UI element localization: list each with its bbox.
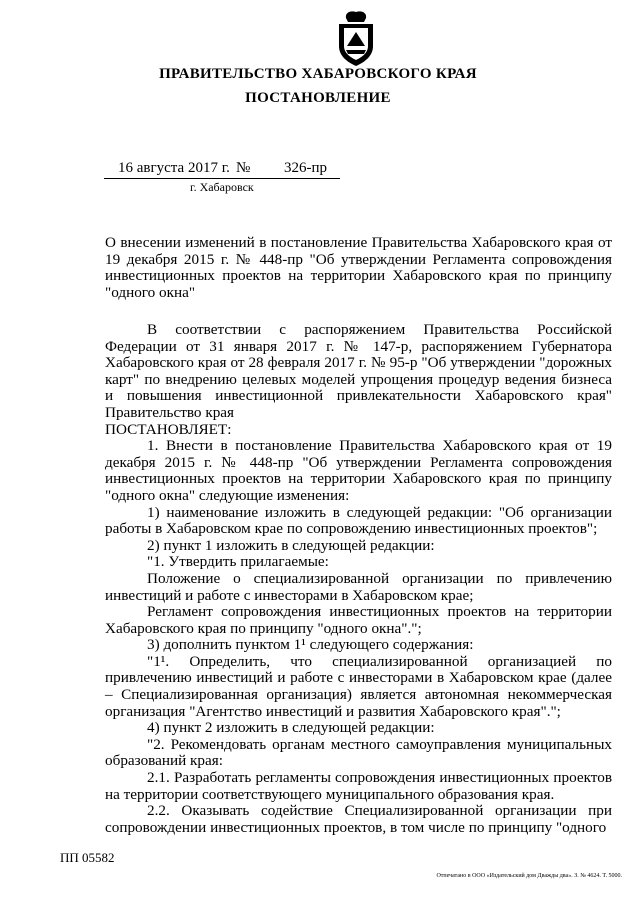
paragraph: 2) пункт 1 изложить в следующей редакции: <box>147 536 435 554</box>
paragraph: Регламент сопровождения инвестиционных проектов на территории Хабаровского края по принципу "одного окна"."; <box>105 603 612 637</box>
government-title: ПРАВИТЕЛЬСТВО ХАБАРОВСКОГО КРАЯ <box>159 66 477 82</box>
document-type: ПОСТАНОВЛЕНИЕ <box>245 90 391 106</box>
date-underline <box>104 178 340 179</box>
paragraph: "2. Рекомендовать органам местного самоуправления муниципальных образований края: <box>105 735 612 770</box>
paragraph: Положение о специализированной организации по привлечению инвестиций и работе с инвесторами в Хабаровском крае; <box>105 569 612 604</box>
paragraph: 1. Внести в постановление Правительства Хабаровского края от 19 декабря 2015 г. № 448-пр "Об утверждении Регламента сопровождения инвестиционных проектов на территории Хабаровского края по принципу "одного окна" следующие изменения: <box>105 437 612 504</box>
paragraph: 2.2. Оказывать содействие Специализированной организации при сопровождении инвестиционных проектов, в том числе по принципу "одного <box>105 802 612 836</box>
city: г. Хабаровск <box>190 180 254 194</box>
document-date: 16 августа 2017 г. <box>118 160 230 176</box>
document-code: ПП 05582 <box>60 850 115 865</box>
paragraph: В соответствии с распоряжением Правительства Российской Федерации от 31 января 2017 г. № 147-р, распоряжением Губернатора Хабаровского края от 28 февраля 2017 г. № 95-р "Об утверждении "дорожных карт" по внедрению целевых моделей упрощения процедур ведения бизнеса и повышения инвестиционной привлекательности Хабаровского края" Правительство края <box>105 321 612 421</box>
document-body <box>105 322 612 836</box>
document-number: 326-пр <box>284 160 328 176</box>
paragraph: 4) пункт 2 изложить в следующей редакции: <box>147 719 435 737</box>
paragraph: "1. Утвердить прилагаемые: <box>147 553 329 571</box>
paragraph: 3) дополнить пунктом 1¹ следующего содержания: <box>147 636 474 654</box>
printer-note: Отпечатано в ООО «Издательский дом Дважды два». З. № 4624. Т. 5000. <box>436 873 622 879</box>
paragraph: 2.1. Разработать регламенты сопровождения инвестиционных проектов на территории соответствующего муниципального образования края. <box>105 769 612 803</box>
document-title <box>105 235 612 301</box>
title-text: О внесении изменений в постановление Правительства Хабаровского края от 19 декабря 2015 г. № 448-пр "Об утверждении Регламента сопровождения инвестиционных проектов на территории Хабаровского края по принципу "одного окна" <box>105 234 612 301</box>
paragraph: "1¹. Определить, что специализированной организацией по привлечению инвестиций и работе с инвесторами в Хабаровском крае (далее – Специализированная организация) является автономная некоммерческая организация "Агентство инвестиций и развития Хабаровского края"."; <box>105 652 612 720</box>
paragraph: ПОСТАНОВЛЯЕТ: <box>105 420 232 438</box>
coat-of-arms-emblem <box>333 6 379 68</box>
paragraph: 1) наименование изложить в следующей редакции: "Об организации работы в Хабаровском крае по сопровождению инвестиционных проектов"; <box>105 503 612 538</box>
number-sign: № <box>236 160 251 176</box>
